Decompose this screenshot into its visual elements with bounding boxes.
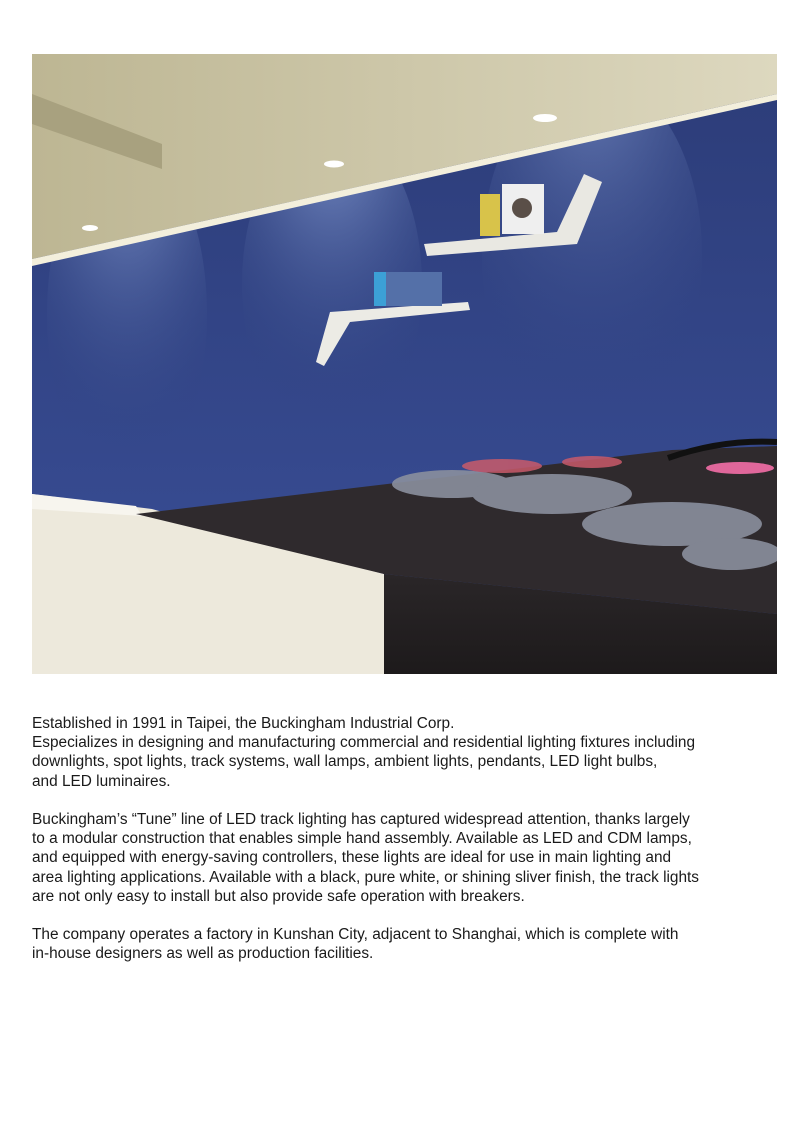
interior-photo-illustration — [32, 54, 777, 674]
text-line: Established in 1991 in Taipei, the Buckingham Industrial Corp. — [32, 715, 455, 732]
interior-photo — [32, 54, 777, 674]
text-line: and LED luminaires. — [32, 772, 171, 790]
text-line: Buckingham’s “Tune” line of LED track lighting has captured widespread attention, thanks largely — [32, 811, 690, 828]
text-line: and equipped with energy-saving controllers, these lights are ideal for use in main lighting and — [32, 849, 672, 867]
text-line: area lighting applications. Available with a black, pure white, or shining sliver finish, the track lights — [32, 868, 699, 886]
company-description — [32, 714, 752, 983]
paragraph-history — [32, 714, 752, 791]
paragraph-factory — [32, 925, 752, 963]
text-line: Especializes in designing and manufacturing commercial and residential lighting fixtures including — [32, 734, 696, 752]
text-line: The company operates a factory in Kunshan City, adjacent to Shanghai, which is complete with — [32, 926, 679, 944]
paragraph-tune-line — [32, 810, 752, 906]
text-line: in-house designers as well as production facilities. — [32, 945, 374, 963]
text-line: are not only easy to install but also provide safe operation with breakers. — [32, 887, 525, 905]
text-line: downlights, spot lights, track systems, wall lamps, ambient lights, pendants, LED light bulbs, — [32, 753, 658, 771]
text-line: to a modular construction that enables simple hand assembly. Available as LED and CDM lamps, — [32, 830, 692, 848]
